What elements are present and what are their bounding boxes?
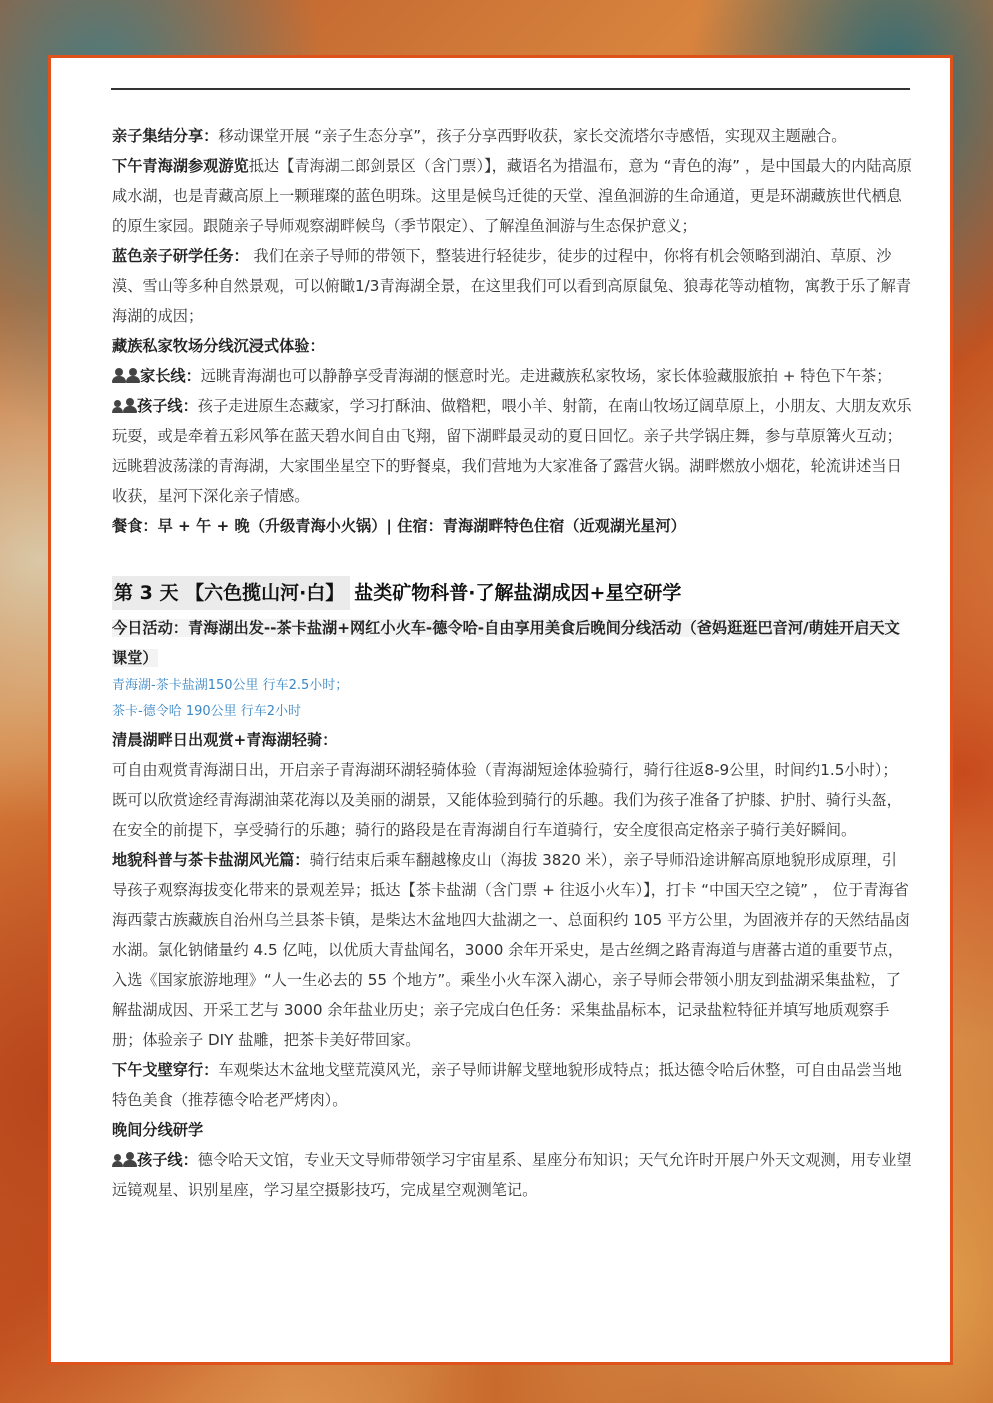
paragraph-family-share xyxy=(112,121,912,151)
heading-evening: 晚间分线研学 xyxy=(112,1121,204,1139)
day3-label: 第 3 天 【六色揽山河·白】 xyxy=(112,576,350,610)
parent-child-icon-2 xyxy=(112,1151,137,1169)
heading-gobi: 下午戈壁穿行： xyxy=(112,1061,219,1079)
today-activities: 今日活动：青海湖出发--茶卡盐湖+网红小火车-德令哈-自由享用美食后晚间分线活动（爸妈逛逛巴音河/萌娃开启天文课堂） xyxy=(112,619,900,667)
paragraph-parent-line xyxy=(112,361,912,391)
day3-title: 盐类矿物科普·了解盐湖成因+星空研学 xyxy=(354,582,682,604)
route-1: 青海湖-茶卡盐湖150公里 行车2.5小时； xyxy=(112,678,349,693)
text-parent-line: 远眺青海湖也可以静静享受青海湖的惬意时光。走进藏族私家牧场，家长体验藏服旅拍 + 特色下午茶； xyxy=(200,367,892,385)
route-2: 茶卡-德令哈 190公里 行车2小时 xyxy=(112,704,302,719)
meals-accommodation: 餐食：早 + 午 + 晚（升级青海小火锅）| 住宿：青海湖畔特色住宿（近观湖光星河） xyxy=(112,517,686,535)
heading-qinghai-lake: 下午青海湖参观游览 xyxy=(112,157,249,175)
parents-icon xyxy=(112,367,140,385)
paragraph-meals xyxy=(112,511,912,541)
text-child-line: 孩子走进原生态藏家，学习打酥油、做糌粑，喂小羊、射箭，在南山牧场辽阔草原上，小朋友、大朋友欢乐玩耍，或是牵着五彩风筝在蓝天碧水间自由飞翔，留下湖畔最灵动的夏日回忆。亲子共学锅庄舞，参与草原篝火互动；远眺碧波荡漾的青海湖，大家围坐星空下的野餐桌，我们营地为大家准备了露营火锅。湖畔燃放小烟花，轮流讲述当日收获，星河下深化亲子情感。 xyxy=(112,397,912,505)
text-evening-child: 德令哈天文馆，专业天文导师带领学习宇宙星系、星座分布知识；天气允许时开展户外天文观测，用专业望远镜观星、识别星座，学习星空摄影技巧，完成星空观测笔记。 xyxy=(112,1151,912,1199)
header-rule xyxy=(111,88,910,90)
paragraph-evening xyxy=(112,1115,912,1145)
paragraph-gobi xyxy=(112,1055,912,1115)
heading-ranch: 藏族私家牧场分线沉浸式体验： xyxy=(112,337,325,355)
itinerary-content xyxy=(112,121,912,1205)
paragraph-evening-child xyxy=(112,1145,912,1205)
paragraph-sunrise: 可自由观赏青海湖日出，开启亲子青海湖环湖轻骑体验（青海湖短途体验骑行，骑行往返8-9公里，时间约1.5小时）；既可以欣赏途经青海湖油菜花海以及美丽的湖景，又能体验到骑行的乐趣。我们为孩子准备了护膝、护肘、骑行头盔，在安全的前提下，享受骑行的乐趣；骑行的路段是在青海湖自行车道骑行，安全度很高定格亲子骑行美好瞬间。 xyxy=(112,761,902,839)
heading-evening-child: 孩子线： xyxy=(137,1151,198,1169)
heading-sunrise: 清晨湖畔日出观赏+青海湖轻骑： xyxy=(112,731,338,749)
heading-child-line: 孩子线： xyxy=(137,397,198,415)
heading-chaka: 地貌科普与茶卡盐湖风光篇： xyxy=(112,851,310,869)
text-chaka: 骑行结束后乘车翻越橡皮山（海拔 3820 米），亲子导师沿途讲解高原地貌形成原理，引导孩子观察海拔变化带来的景观差异；抵达【茶卡盐湖（含门票 + 往返小火车）】，打卡 “中国天空之镜” ， 位于青海省海西蒙古族藏族自治州乌兰县茶卡镇，是柴达木盆地四大盐湖之一、总面积约 105 平方公里，为固液并存的天然结晶卤水湖。氯化钠储量约 4.5 亿吨，以优质大青盐闻名，3000 余年开采史，是古丝绸之路青海道与唐蕃古道的重要节点，入选《国家旅游地理》“人一生必去的 55 个地方”。乘坐小火车深入湖心，亲子导师会带领小朋友到盐湖采集盐粒，了解盐湖成因、开采工艺与 3000 余年盐业历史；亲子完成白色任务：采集盐晶标本，记录盐粒特征并填写地质观察手册；体验亲子 DIY 盐雕，把茶卡美好带回家。 xyxy=(112,851,911,1049)
text-gobi: 车观柴达木盆地戈壁荒漠风光，亲子导师讲解戈壁地貌形成特点；抵达德令哈后休整，可自由品尝当地特色美食（推荐德令哈老严烤肉）。 xyxy=(112,1061,902,1109)
paragraph-blue-task xyxy=(112,241,912,331)
paragraph-sunrise-heading xyxy=(112,725,912,755)
paragraph-chaka xyxy=(112,845,912,1055)
paragraph-child-line xyxy=(112,391,912,511)
text-blue-task: 我们在亲子导师的带领下，整装进行轻徒步，徒步的过程中，你将有机会领略到湖泊、草原、沙漠、雪山等多种自然景观，可以俯瞰1/3青海湖全景，在这里我们可以看到高原鼠兔、狼毒花等动植物，寓教于乐了解青海湖的成因； xyxy=(112,247,912,325)
heading-family-share: 亲子集结分享： xyxy=(112,127,219,145)
day3-heading xyxy=(112,575,912,611)
paragraph-today xyxy=(112,613,912,673)
text-qinghai-lake: 抵达【青海湖二郎剑景区（含门票）】，藏语名为措温布，意为 “青色的海” ，是中国最大的内陆高原咸水湖，也是青藏高原上一颗璀璨的蓝色明珠。这里是候鸟迁徙的天堂、湟鱼洄游的生命通道，更是环湖藏族世代栖息的原生家园。跟随亲子导师观察湖畔候鸟（季节限定）、了解湟鱼洄游与生态保护意义； xyxy=(112,157,912,235)
text-family-share: 移动课堂开展 “亲子生态分享”，孩子分享西野收获，家长交流塔尔寺感悟，实现双主题融合。 xyxy=(218,127,847,145)
paragraph-ranch xyxy=(112,331,912,361)
heading-blue-task: 蓝色亲子研学任务： xyxy=(112,247,249,265)
document-page xyxy=(48,55,953,1365)
parent-child-icon xyxy=(112,397,137,415)
paragraph-qinghai-lake xyxy=(112,151,912,241)
heading-parent-line: 家长线： xyxy=(140,367,201,385)
